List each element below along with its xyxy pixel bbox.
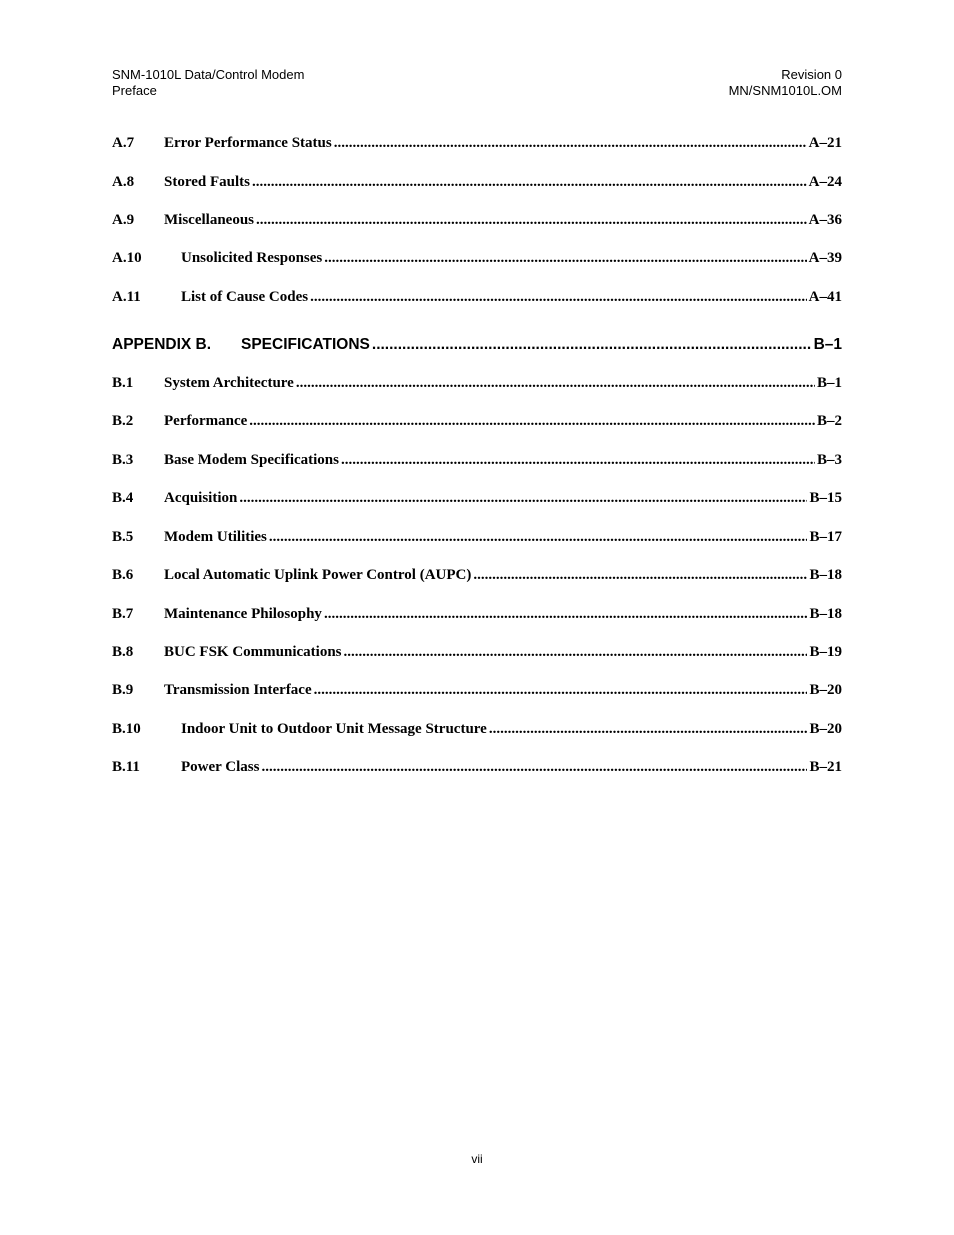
toc-entry-number: B.4 xyxy=(112,490,134,506)
toc-leader-dots xyxy=(473,567,807,584)
toc-entry-title: Maintenance Philosophy xyxy=(164,606,322,622)
toc-entry[interactable] xyxy=(112,250,842,270)
toc-entry-title: Unsolicited Responses xyxy=(181,250,323,266)
toc-entry[interactable] xyxy=(112,135,842,155)
toc-entry-page: B–1 xyxy=(813,336,842,353)
toc-appendix-entry[interactable] xyxy=(112,336,842,356)
toc-entry[interactable] xyxy=(112,452,842,472)
document-number: MN/SNM1010L.OM xyxy=(728,83,842,98)
document-title: SNM-1010L Data/Control Modem xyxy=(112,67,305,82)
toc-entry-page: A–24 xyxy=(808,174,842,190)
toc-leader-dots xyxy=(249,413,815,430)
toc-entry-number: B.5 xyxy=(112,529,134,545)
toc-leader-dots xyxy=(344,644,808,661)
toc-entry-number: B.3 xyxy=(112,452,134,468)
toc-entry-page: B–2 xyxy=(816,413,842,429)
toc-entry-number: A.11 xyxy=(112,289,141,305)
toc-entry[interactable] xyxy=(112,289,842,309)
toc-entry-number: A.9 xyxy=(112,212,135,228)
toc-entry-title: Stored Faults xyxy=(164,174,250,190)
toc-leader-dots xyxy=(489,721,808,738)
toc-entry[interactable] xyxy=(112,490,842,510)
toc-entry[interactable] xyxy=(112,212,842,232)
toc-entry-number: B.1 xyxy=(112,375,134,391)
toc-entry-page: B–20 xyxy=(809,682,842,698)
toc-entry-title: List of Cause Codes xyxy=(181,289,309,305)
toc-entry-page: B–19 xyxy=(809,644,842,660)
toc-entry-number: B.6 xyxy=(112,567,134,583)
toc-entry[interactable] xyxy=(112,644,842,664)
toc-leader-dots xyxy=(261,759,807,776)
toc-leader-dots xyxy=(324,606,808,623)
toc-entry[interactable] xyxy=(112,529,842,549)
toc-leader-dots xyxy=(269,529,808,546)
page-number: vii xyxy=(471,1152,483,1166)
toc-leader-dots xyxy=(256,212,807,229)
toc-leader-dots xyxy=(239,490,807,507)
toc-entry[interactable] xyxy=(112,375,842,395)
revision-label: Revision 0 xyxy=(781,67,842,82)
toc-entry-title: Transmission Interface xyxy=(164,682,312,698)
header-left xyxy=(112,67,304,99)
toc-entry-title: Local Automatic Uplink Power Control (AUPC) xyxy=(164,567,472,583)
toc-entry[interactable] xyxy=(112,567,842,587)
toc-entry-title: Power Class xyxy=(181,759,260,775)
toc-entry-title: Error Performance Status xyxy=(164,135,332,151)
toc-entry[interactable] xyxy=(112,413,842,433)
toc-entry-page: A–39 xyxy=(808,250,842,266)
toc-entry-page: B–3 xyxy=(816,452,842,468)
toc-entry-page: B–15 xyxy=(809,490,842,506)
toc-entry-title: Performance xyxy=(164,413,248,429)
toc-entry[interactable] xyxy=(112,721,842,741)
toc-entry-number: B.8 xyxy=(112,644,134,660)
toc-leader-dots xyxy=(334,135,807,152)
toc-entry[interactable] xyxy=(112,606,842,626)
toc-leader-dots xyxy=(296,375,815,392)
toc-entry-title: Indoor Unit to Outdoor Unit Message Structure xyxy=(181,721,487,737)
toc-entry[interactable] xyxy=(112,759,842,779)
toc-entry-number: APPENDIX B. xyxy=(112,336,212,353)
toc-entry-title: SPECIFICATIONS xyxy=(241,336,370,353)
header-right xyxy=(729,67,842,99)
toc-entry-number: A.10 xyxy=(112,250,142,266)
toc-entry-title: Miscellaneous xyxy=(164,212,254,228)
toc-entry-title: Modem Utilities xyxy=(164,529,267,545)
section-name: Preface xyxy=(112,83,157,98)
toc-entry-number: B.7 xyxy=(112,606,134,622)
toc-entry-title: Base Modem Specifications xyxy=(164,452,339,468)
toc-entry-page: B–20 xyxy=(809,721,842,737)
toc-entry-page: B–18 xyxy=(809,567,842,583)
toc-entry-number: B.9 xyxy=(112,682,134,698)
toc-entry-number: B.10 xyxy=(112,721,141,737)
toc-entry-title: BUC FSK Communications xyxy=(164,644,342,660)
toc-leader-dots xyxy=(252,174,807,191)
toc-entry-number: B.11 xyxy=(112,759,140,775)
toc-leader-dots xyxy=(341,452,815,469)
toc-entry-page: B–18 xyxy=(809,606,842,622)
toc-entry-page: B–21 xyxy=(809,759,842,775)
toc-entry-page: A–21 xyxy=(808,135,842,151)
toc-entry-page: B–17 xyxy=(809,529,842,545)
toc-entry-number: B.2 xyxy=(112,413,134,429)
toc-entry[interactable] xyxy=(112,174,842,194)
toc-entry-page: A–41 xyxy=(808,289,842,305)
toc-entry-title: Acquisition xyxy=(164,490,238,506)
toc-entry-number: A.7 xyxy=(112,135,135,151)
toc-entry[interactable] xyxy=(112,682,842,702)
toc-entry-page: B–1 xyxy=(816,375,842,391)
toc-entry-page: A–36 xyxy=(808,212,842,228)
toc-leader-dots xyxy=(324,250,806,267)
toc-leader-dots xyxy=(310,289,807,306)
toc-leader-dots xyxy=(372,336,812,354)
toc-leader-dots xyxy=(314,682,808,699)
toc-entry-number: A.8 xyxy=(112,174,135,190)
toc-entry-title: System Architecture xyxy=(164,375,294,391)
